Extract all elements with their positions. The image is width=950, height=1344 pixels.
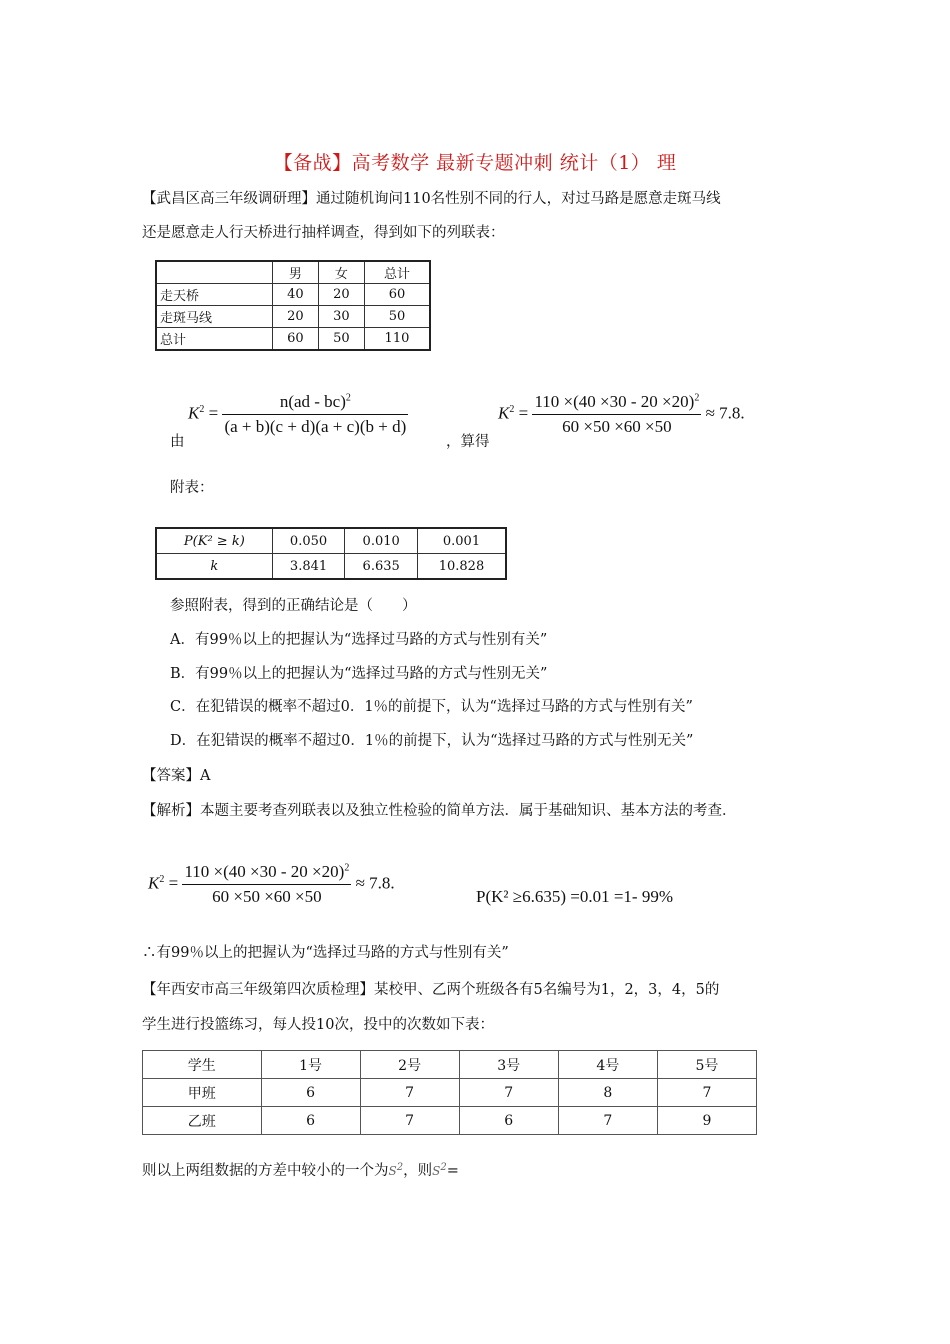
table-cell: 30 [318, 306, 364, 328]
analysis: 【解析】本题主要考查列联表以及独立性检验的简单方法．属于基础知识、基本方法的考查． [142, 803, 737, 819]
table-header: 5号 [657, 1051, 756, 1079]
k2-computed-2: $K^2$ = $\frac{110 \times(40 \times 30 - 20 \times 20)^2}{60 \times 50 \times 60 \times 50}$ ≈ 7.8. [148, 862, 395, 906]
contingency-table [155, 260, 431, 351]
table-cell: 7 [459, 1079, 558, 1107]
probability-formula: P(K² ≥6.635) =0.01 =1- 99% [476, 887, 673, 906]
table-header: 1号 [261, 1051, 360, 1079]
conclusion: ∴有99％以上的把握认为“选择过马路的方式与性别有关” [142, 945, 509, 961]
table-header: 学生 [143, 1051, 262, 1079]
option-c: C．在犯错误的概率不超过0．1％的前提下，认为“选择过马路的方式与性别有关” [170, 699, 693, 715]
answer: 【答案】A [142, 768, 211, 784]
table-row [156, 328, 430, 351]
question-prompt: 参照附表，得到的正确结论是（ ） [170, 598, 417, 614]
table-cell: 7 [360, 1107, 459, 1135]
table-header: 女 [318, 261, 364, 284]
table-row [143, 1079, 757, 1107]
table-cell: 50 [318, 328, 364, 351]
table-cell: 走天桥 [156, 284, 272, 306]
table-cell: 10.828 [417, 554, 506, 580]
table-cell: 50 [364, 306, 430, 328]
q1-stem-line1: 【武昌区高三年级调研理】通过随机询问110名性别不同的行人，对过马路是愿意走斑马线 [142, 191, 721, 207]
table-cell: 3.841 [272, 554, 345, 580]
option-d: D．在犯错误的概率不超过0．1％的前提下，认为“选择过马路的方式与性别无关” [170, 733, 694, 749]
table-cell: 甲班 [143, 1079, 262, 1107]
table-cell: 0.050 [272, 528, 345, 554]
q1-stem-line2: 还是愿意走人行天桥进行抽样调查，得到如下的列联表： [142, 225, 505, 241]
q2-stem-line2: 学生进行投篮练习，每人投10次，投中的次数如下表： [142, 1017, 494, 1033]
critical-value-table [155, 527, 507, 580]
table-cell: 6.635 [345, 554, 418, 580]
table-cell [156, 261, 272, 284]
table-row [156, 306, 430, 328]
q2-stem-line1: 【年西安市高三年级第四次质检理】某校甲、乙两个班级各有5名编号为1，2，3，4，5的 [142, 982, 720, 998]
table-row [143, 1051, 757, 1079]
table-cell: P(K² ≥ k) [156, 528, 272, 554]
option-a: A．有99％以上的把握认为“选择过马路的方式与性别有关” [170, 632, 548, 648]
table-cell: 0.001 [417, 528, 506, 554]
table-row [156, 528, 506, 554]
shooting-table [142, 1050, 757, 1135]
k2-formula: $K^2$ = $\frac{n(ad - bc)^2}{(a + b)(c + d)(a + c)(b + d)}$ [188, 392, 407, 436]
table-cell: 8 [558, 1079, 657, 1107]
table-cell: 60 [364, 284, 430, 306]
appendix-label: 附表： [170, 480, 214, 496]
table-header: 2号 [360, 1051, 459, 1079]
word-suande: ，算得 [446, 434, 490, 450]
table-cell: 0.010 [345, 528, 418, 554]
table-cell: 110 [364, 328, 430, 351]
table-cell: 6 [459, 1107, 558, 1135]
table-cell: 7 [360, 1079, 459, 1107]
option-b: B．有99％以上的把握认为“选择过马路的方式与性别无关” [170, 666, 548, 682]
table-cell: 20 [272, 306, 318, 328]
table-header: 总计 [364, 261, 430, 284]
k2-computed: $K^2$ = $\frac{110 \times(40 \times 30 - 20 \times 20)^2}{60 \times 50 \times 60 \times 50}$ ≈ 7.8. [498, 392, 745, 436]
table-cell: 总计 [156, 328, 272, 351]
table-cell: 20 [318, 284, 364, 306]
table-cell: 9 [657, 1107, 756, 1135]
table-cell: 40 [272, 284, 318, 306]
table-row [156, 284, 430, 306]
table-header: 3号 [459, 1051, 558, 1079]
table-cell: 60 [272, 328, 318, 351]
table-cell: 乙班 [143, 1107, 262, 1135]
table-cell: 走斑马线 [156, 306, 272, 328]
table-row [156, 554, 506, 580]
table-header: 4号 [558, 1051, 657, 1079]
table-cell: k [156, 554, 272, 580]
table-row [143, 1107, 757, 1135]
table-cell: 7 [558, 1107, 657, 1135]
table-cell: 6 [261, 1107, 360, 1135]
final-line: 则以上两组数据的方差中较小的一个为$S^2$，则$S^2=$ [142, 1162, 459, 1179]
table-cell: 7 [657, 1079, 756, 1107]
table-row [156, 261, 430, 284]
table-header: 男 [272, 261, 318, 284]
word-you: 由 [170, 434, 185, 450]
page-title: 【备战】高考数学 最新专题冲刺 统计（1） 理 [273, 152, 677, 174]
table-cell: 6 [261, 1079, 360, 1107]
